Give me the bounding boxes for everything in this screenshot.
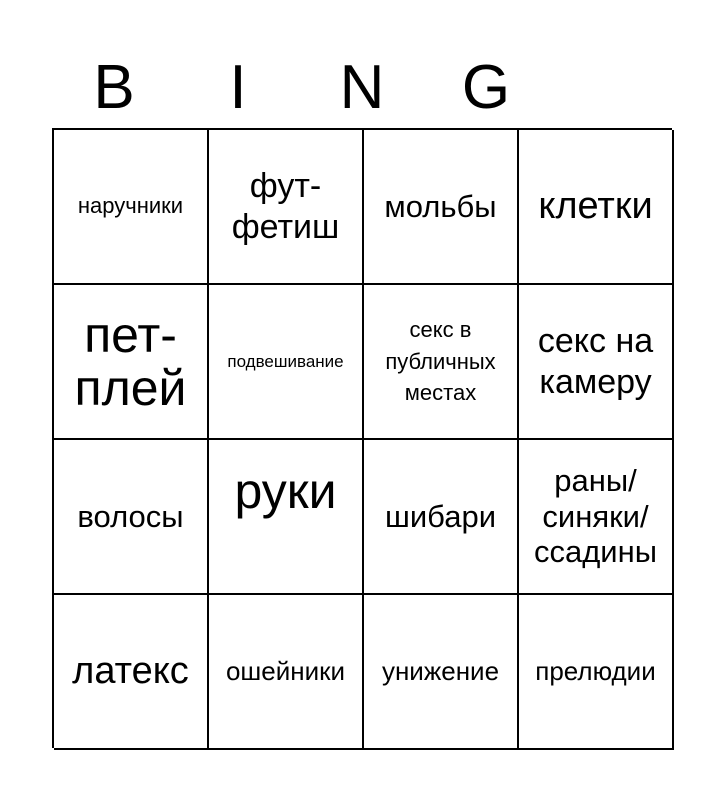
bingo-cell[interactable] xyxy=(364,595,519,750)
cell-text: руки xyxy=(234,463,337,520)
cell-text: унижение xyxy=(381,655,500,686)
cell-text: фут- фетиш xyxy=(231,166,340,246)
bingo-cell[interactable] xyxy=(209,130,364,285)
bingo-header xyxy=(52,48,672,128)
bingo-cell[interactable] xyxy=(209,285,364,440)
header-letter-i: I xyxy=(229,53,247,122)
header-letter-n: N xyxy=(339,53,385,122)
bingo-cell[interactable] xyxy=(209,440,364,595)
bingo-cell[interactable] xyxy=(364,285,519,440)
cell-text: прелюдии xyxy=(535,655,656,686)
bingo-cell[interactable] xyxy=(364,440,519,595)
bingo-board xyxy=(52,128,672,748)
cell-text: секс в публичных местах xyxy=(385,316,496,406)
bingo-cell[interactable] xyxy=(519,595,674,750)
cell-text: пет- плей xyxy=(74,307,187,416)
cell-text: раны/ синяки/ ссадины xyxy=(533,463,658,570)
cell-text: латекс xyxy=(72,649,189,692)
cell-text: секс на камеру xyxy=(537,321,654,401)
cell-text: шибари xyxy=(384,498,497,534)
cell-text: клетки xyxy=(538,184,653,227)
bingo-cell[interactable] xyxy=(54,595,209,750)
cell-text: мольбы xyxy=(384,188,497,224)
cell-text: наручники xyxy=(77,193,184,219)
bingo-cell[interactable] xyxy=(54,440,209,595)
cell-text: подвешивание xyxy=(227,351,344,371)
cell-text: волосы xyxy=(77,498,184,534)
bingo-cell[interactable] xyxy=(364,130,519,285)
bingo-cell[interactable] xyxy=(519,285,674,440)
header-letter-g: G xyxy=(461,53,511,122)
cell-text: ошейники xyxy=(225,655,346,686)
bingo-cell[interactable] xyxy=(54,130,209,285)
bingo-cell[interactable] xyxy=(209,595,364,750)
bingo-cell[interactable] xyxy=(519,130,674,285)
bingo-cell[interactable] xyxy=(54,285,209,440)
bingo-cell[interactable] xyxy=(519,440,674,595)
header-letter-b: B xyxy=(93,53,135,122)
